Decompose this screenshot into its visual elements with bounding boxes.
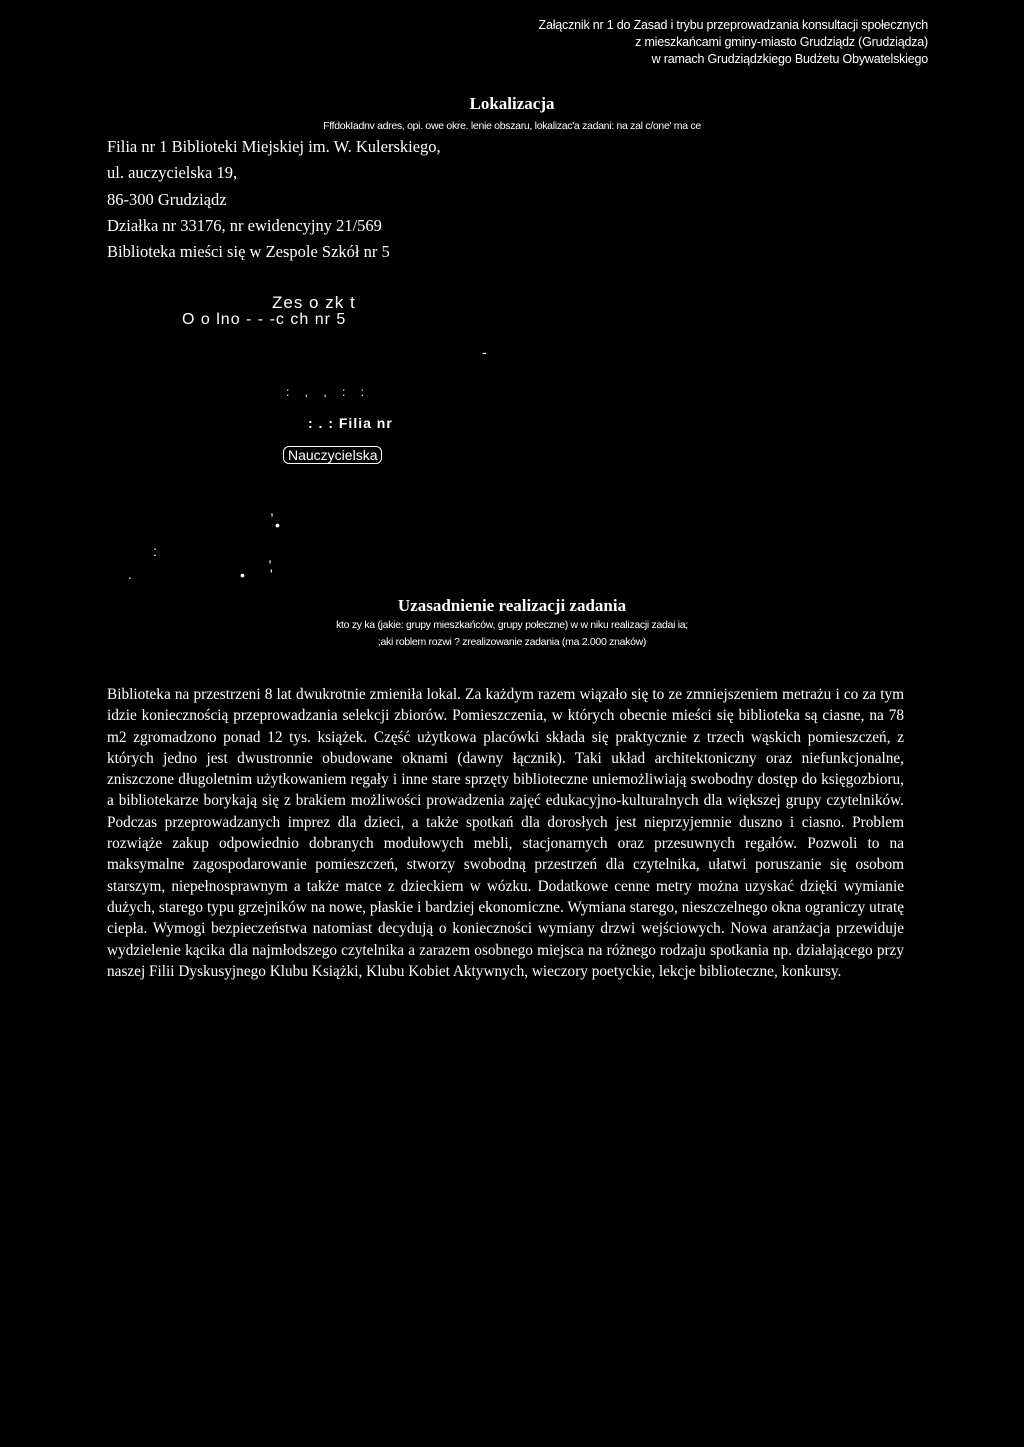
map-mark: . bbox=[128, 566, 132, 582]
map-dots: : , , : : bbox=[286, 385, 371, 399]
map-school-label-2: O o lno - - -c ch nr 5 bbox=[182, 311, 347, 328]
address-line: Filia nr 1 Biblioteki Miejskiej im. W. Kulerskiego, bbox=[107, 137, 441, 156]
address-line: Biblioteka mieści się w Zespole Szkół nr 5 bbox=[107, 242, 390, 262]
localization-subtitle: FffdokIadnv adres, opi. owe okre. lenie obszaru, lokalizac'a zadani: na zal c/one' ma ce bbox=[323, 120, 701, 132]
map-branch-label: : . : Filia nr bbox=[308, 415, 393, 431]
map-mark: • bbox=[240, 567, 245, 583]
map-mark: ' bbox=[270, 566, 273, 582]
map-mark: : bbox=[153, 543, 157, 559]
address-line: 86-300 Grudziądz bbox=[107, 189, 227, 209]
justification-subtitle-line: ;aki roblem rozwi ? zrealizowanie zadania (ma 2.000 znaków) bbox=[377, 636, 647, 648]
address-block bbox=[107, 134, 441, 265]
map-mark: , bbox=[268, 549, 272, 565]
address-line: Działka nr 33176, nr ewidencyjny 21/569 bbox=[107, 215, 382, 235]
justification-subtitle-line: kto zy ka (jakie: grupy mieszkańców, grupy połeczne) w w niku realizacji zadai ia; bbox=[336, 619, 688, 631]
attachment-note-line: w ramach Grudziądzkiego Budżetu Obywatelskiego bbox=[651, 52, 928, 66]
map-mark: - bbox=[482, 344, 487, 360]
map-mark: • bbox=[275, 517, 280, 533]
justification-title: Uzasadnienie realizacji zadania bbox=[397, 596, 627, 615]
map-school-label: Zes o zk t bbox=[272, 293, 356, 312]
attachment-note bbox=[408, 17, 928, 68]
localization-title: Lokalizacja bbox=[469, 94, 555, 113]
attachment-note-line: Załącznik nr 1 do Zasad i trybu przeprowadzania konsultacji społecznych bbox=[538, 18, 928, 32]
attachment-note-line: z mieszkańcami gminy-miasto Grudziądz (Grudziądza) bbox=[635, 35, 928, 49]
map-street-label: Nauczycielska bbox=[283, 446, 382, 464]
justification-body: Biblioteka na przestrzeni 8 lat dwukrotnie zmieniła lokal. Za każdym razem wiązało się to ze zmniejszeniem metrażu i co za tym idzie koniecznością przeprowadzania selekcji zbiorów. Pomieszczenia, w których obecnie mieści się biblioteka są ciasne, na 78 m2 zgromadzono ponad 12 tys. książek. Część użytkowa placówki składa się praktycznie z trzech wąskich pomieszczeń, z których jedno jest dwustronnie obudowane oknami (dawny łącznik). Taki układ architektoniczny oraz niefunkcjonalne, zniszczone długoletnim użytkowaniem regały i inne stare sprzęty biblioteczne uniemożliwiają swobodny dostęp do księgozbioru, a bibliotekarze borykają się z brakiem możliwości prowadzenia zajęć edukacyjno-kulturalnych dla większej grupy czytelników. Podczas przeprowadzanych imprez dla dzieci, a także spotkań dla dorosłych jest nieprzyjemnie duszno i ciasno. Problem rozwiąże zakup odpowiednio dobranych modułowych mebli, stacjonarnych oraz przesuwnych regałów. Pozwoli to na maksymalne zagospodarowanie pomieszczeń, stworzy swobodną przestrzeń dla czytelnika, ułatwi poruszanie się osobom starszym, niepełnosprawnym a także matce z dzieckiem w wózku. Dodatkowe cenne metry można uzyskać dzięki wymianie dużych, starego typu grzejników na nowe, płaskie i bardziej ekonomiczne. Wymiana starego, nieszczelnego okna ograniczy utratę ciepła. Wymogi bezpieczeństwa natomiast decydują o konieczności wymiany drzwi wejściowych. Nowa aranżacja przewiduje wydzielenie kącika dla najmłodszego czytelnika a zarazem osobnego miejsca na różnego rodzaju spotkania np. działającego przy naszej Filii Dyskusyjnego Klubu Książki, Klubu Kobiet Aktywnych, wieczory poetyckie, lekcje biblioteczne, konkursy. bbox=[107, 686, 904, 980]
address-line: ul. auczycielska 19, bbox=[107, 163, 238, 183]
map-mark: , bbox=[270, 502, 274, 518]
